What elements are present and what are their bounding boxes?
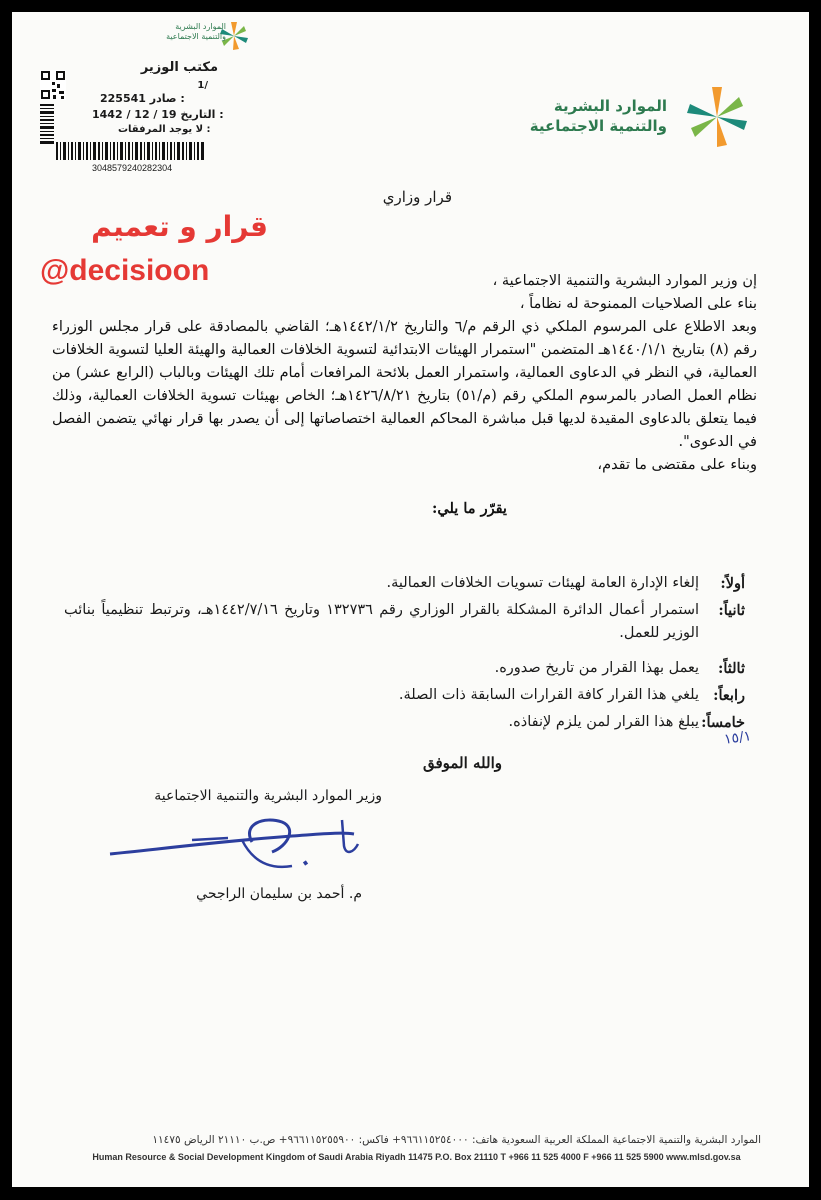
preamble-line: بناء على الصلاحيات الممنوحة له نظاماً ، xyxy=(519,296,757,312)
stamp-attachments-value: لا يوجد xyxy=(169,124,204,135)
item-number: أولاً: xyxy=(720,575,745,592)
signatory-name: م. أحمد بن سليمان الراجحي xyxy=(196,886,362,902)
preamble-line: إن وزير الموارد البشرية والتنمية الاجتماعية ، xyxy=(492,273,757,289)
footer-arabic: الموارد البشرية والتنمية الاجتماعية المملكة العربية السعودية هاتف: ٩٦٦١١٥٢٥٤٠٠٠+ فاكس: ٩٦٦١١٥٢٥٥٩٠٠+ ص.ب ٢١١١٠ الرياض ١١٤٧٥ xyxy=(152,1134,761,1146)
stamp-issued-number: 225541 xyxy=(100,92,146,105)
page-title: قرار وزاري xyxy=(382,188,452,206)
decision-body xyxy=(52,270,757,520)
qr-code-icon xyxy=(40,70,66,100)
stamp-date-label: التاريخ : xyxy=(180,108,224,121)
item-text: استمرار أعمال الدائرة المشكلة بالقرار الوزاري رقم ١٣٢٧٣٦ وتاريخ ١٤٤٢/٧/١٦هـ، وترتبط تنظيمياً بنائب الوزير للعمل. xyxy=(64,602,699,641)
stamp-logo-line1: الموارد البشرية xyxy=(175,22,226,31)
item-number: ثالثاً: xyxy=(717,660,745,677)
list-item xyxy=(64,684,745,707)
office-stamp xyxy=(40,60,224,180)
decision-items xyxy=(64,572,745,734)
footer-english: Human Resource & Social Development Kingdom of Saudi Arabia Riyadh 11475 P.O. Box 21110 T +966 11 525 4000 F +966 11 525 5900 www.mlsd.gov.sa xyxy=(92,1152,741,1162)
preamble-paragraph: وبعد الاطلاع على المرسوم الملكي ذي الرقم م/٦ والتاريخ ١٤٤٢/١/٢هـ؛ القاضي بالمصادقة على قرار مجلس الوزراء رقم (٨) بتاريخ ١٤٤٠/١/١هـ المتضمن "استمرار الهيئات الابتدائية لتسوية الخلافات العمالية والهيئة العليا لتسوية الخلافات العمالية، في النظر في الدعاوى العمالية، واستمرار العمل بلائحة المرافعات أمام تلك الهيئات وبالباب (الرابع عشر) من نظام العمل الصادر بالمرسوم الملكي رقم (م/٥١) بتاريخ ١٤٢٦/٨/٢١هـ؛ الخاص بهيئات تسوية الخلافات العمالية، وذلك فيما يتعلق بالدعاوى المقيدة لديها قبل مباشرة المحاكم العمالية اختصاصاتها إلى أن يصدر بها قرار نهائي يتضمن الفصل في الدعوى". xyxy=(52,319,757,450)
item-number: رابعاً: xyxy=(713,687,745,704)
ministry-name-line2: والتنمية الاجتماعية xyxy=(529,117,667,135)
item-number: ثانياً: xyxy=(718,602,745,619)
closing-phrase: والله الموفق xyxy=(422,754,502,772)
watermark-title: قرار و تعميم xyxy=(91,210,268,243)
ministry-name-line1: الموارد البشرية xyxy=(553,97,667,115)
item-number: خامساً: xyxy=(701,714,745,731)
document-page xyxy=(12,12,809,1187)
signatory-title: وزير الموارد البشرية والتنمية الاجتماعية xyxy=(154,788,382,804)
stamp-logo-line2: والتنمية الاجتماعية xyxy=(166,32,226,41)
ministry-logo xyxy=(517,82,757,152)
decides-heading: يقرّر ما يلي: xyxy=(432,500,507,517)
item-text: يعمل بهذا القرار من تاريخ صدوره. xyxy=(494,660,699,676)
list-item xyxy=(64,599,745,645)
preamble-line: وبناء على مقتضى ما تقدم، xyxy=(597,457,757,473)
barcode-number: 3048579240282304 xyxy=(92,163,173,173)
barcode-icon xyxy=(56,142,206,160)
stamp-page: /1 xyxy=(197,80,208,91)
stamp-issued-label: صادر : xyxy=(149,92,185,105)
vertical-barcode-icon xyxy=(40,104,54,144)
list-item xyxy=(64,572,745,595)
signature-icon xyxy=(92,812,372,882)
stamp-date-value: 1442 / 12 / 19 xyxy=(92,108,177,121)
stamp-office: مكتب الوزير xyxy=(140,60,218,75)
list-item xyxy=(64,657,745,680)
item-text: يبلغ هذا القرار لمن يلزم لإنفاذه. xyxy=(508,714,699,730)
item-text: يلغي هذا القرار كافة القرارات السابقة ذات الصلة. xyxy=(398,687,699,703)
ministry-emblem-icon xyxy=(677,82,757,152)
stamp-ministry-logo xyxy=(162,16,252,56)
stamp-attachments-label: المرفقات : xyxy=(118,124,211,135)
watermark-handle: @decisioon xyxy=(40,254,210,287)
list-item xyxy=(64,711,745,734)
item-text: إلغاء الإدارة العامة لهيئات تسويات الخلافات العمالية. xyxy=(386,575,699,591)
handwritten-note: ١٥/١ xyxy=(723,728,753,748)
